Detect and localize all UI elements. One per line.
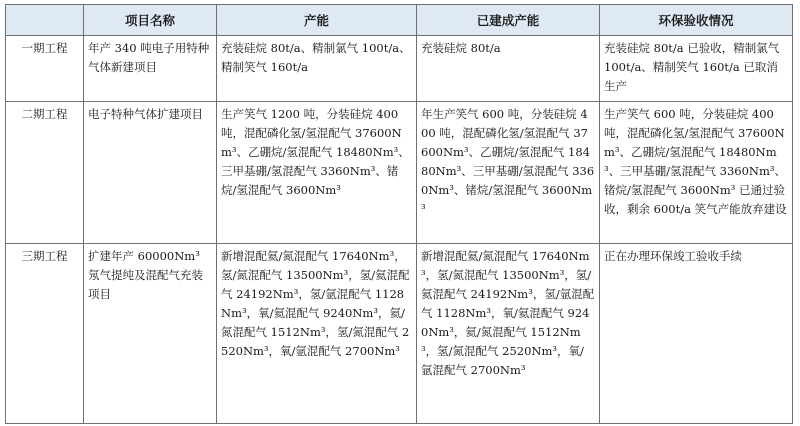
acceptance-cell: 正在办理环保竣工验收手续 bbox=[600, 244, 793, 424]
acceptance-cell: 充装硅烷 80t/a 已验收，精制氯气 100t/a、精制笑气 160t/a 已取消生产 bbox=[600, 36, 793, 102]
table-row bbox=[6, 244, 793, 424]
header-row bbox=[6, 5, 793, 36]
header-phase bbox=[6, 5, 84, 36]
table-row bbox=[6, 36, 793, 102]
capacity-table bbox=[5, 4, 793, 424]
project-name-cell: 电子特种气体扩建项目 bbox=[84, 102, 217, 244]
header-project-name: 项目名称 bbox=[84, 5, 217, 36]
acceptance-cell: 生产笑气 600 吨，分装硅烷 400 吨，混配磷化氢/氢混配气 37600Nm³、乙硼烷/氢混配气 18480Nm³、三甲基硼/氢混配气 3360Nm³、锗烷/氢混配气 3600Nm³ 已通过验收，剩余 600t/a 笑气产能放弃建设 bbox=[600, 102, 793, 244]
project-name-cell: 年产 340 吨电子用特种气体新建项目 bbox=[84, 36, 217, 102]
header-capacity: 产能 bbox=[217, 5, 417, 36]
capacity-cell: 充装硅烷 80t/a、精制氯气 100t/a、精制笑气 160t/a bbox=[217, 36, 417, 102]
phase-cell: 三期工程 bbox=[6, 244, 84, 424]
built-capacity-cell: 充装硅烷 80t/a bbox=[417, 36, 600, 102]
header-acceptance: 环保验收情况 bbox=[600, 5, 793, 36]
project-name-cell: 扩建年产 60000Nm³ 氖气提纯及混配气充装项目 bbox=[84, 244, 217, 424]
built-capacity-cell: 新增混配氦/氮混配气 17640Nm³，氢/氮混配气 13500Nm³，氢/氦混配气 24192Nm³，氢/氩混配气 1128Nm³，氧/氦混配气 9240Nm³，氦/氮混配气 1512Nm³，氢/氮混配气 2520Nm³，氧/氩混配气 2700Nm³ bbox=[417, 244, 600, 424]
capacity-cell: 新增混配氦/氮混配气 17640Nm³，氢/氮混配气 13500Nm³，氢/氦混配气 24192Nm³，氢/氩混配气 1128Nm³，氧/氦混配气 9240Nm³，氦/氮混配气 1512Nm³，氢/氮混配气 2520Nm³，氧/氩混配气 2700Nm³ bbox=[217, 244, 417, 424]
phase-cell: 一期工程 bbox=[6, 36, 84, 102]
header-built-capacity: 已建成产能 bbox=[417, 5, 600, 36]
built-capacity-cell: 年生产笑气 600 吨，分装硅烷 400 吨，混配磷化氢/氢混配气 37600Nm³、乙硼烷/氢混配气 18480Nm³、三甲基硼/氢混配气 3360Nm³、锗烷/氢混配气 3600Nm³ bbox=[417, 102, 600, 244]
document-table-container bbox=[5, 4, 793, 424]
capacity-cell: 生产笑气 1200 吨，分装硅烷 400 吨，混配磷化氢/氢混配气 37600Nm³、乙硼烷/氢混配气 18480Nm³、三甲基硼/氢混配气 3360Nm³、锗烷/氢混配气 3600Nm³ bbox=[217, 102, 417, 244]
table-row bbox=[6, 102, 793, 244]
phase-cell: 二期工程 bbox=[6, 102, 84, 244]
